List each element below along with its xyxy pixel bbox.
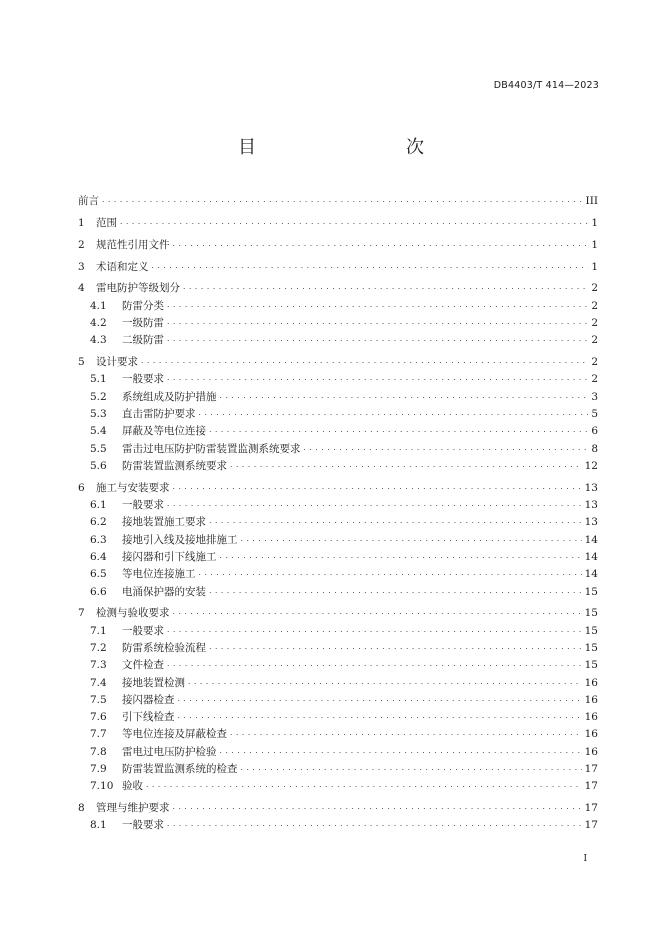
toc-leader-dots [102,195,583,205]
toc-entry[interactable] [78,775,598,792]
toc-leader-dots [230,460,582,470]
toc-entry-page: 14 [584,550,598,563]
toc-entry-page: 17 [584,763,598,775]
toc-entry[interactable] [78,420,598,437]
toc-entry-page: 6 [591,425,598,438]
toc-entry-label: 系统组成及防护措施 [122,390,217,403]
toc-entry-page: 2 [591,334,598,347]
toc-entry-label: 接地引入线及接地排施工 [122,533,238,546]
toc-entry-number: 7.8 [90,745,107,758]
page-number: I [583,854,587,864]
toc-entry-page: 1 [591,238,598,251]
toc-entry[interactable] [78,671,598,688]
toc-entry[interactable] [78,637,598,654]
toc-leader-dots [209,425,588,435]
toc-entry-page: 2 [591,282,598,295]
toc-leader-dots [220,551,582,561]
toc-entry[interactable] [78,706,598,723]
toc-entry-number: 7 [78,607,85,620]
toc-entry[interactable] [78,368,598,385]
toc-leader-dots [167,499,582,509]
toc-entry-number: 4.1 [90,299,107,312]
toc-entry[interactable] [78,294,598,311]
toc-entry-page: 15 [584,624,598,637]
toc-entry-label: 接闪器和引下线施工 [122,550,217,563]
toc-entry-label: 直击雷防护要求 [122,408,196,421]
toc-entry-label: 屏蔽及等电位连接 [122,425,206,438]
toc-entry-number: 2 [78,238,85,251]
toc-entry[interactable] [78,723,598,740]
toc-entry[interactable] [78,654,598,671]
toc-entry[interactable] [78,234,598,251]
toc-entry-label: 电涌保护器的安装 [122,585,206,598]
toc-entry-label: 文件检查 [122,659,164,672]
toc-entry-number: 4.3 [90,334,107,347]
toc-entry-label: 设计要求 [96,356,138,369]
toc-entry[interactable] [78,580,598,597]
toc-entry-page: 5 [591,408,598,421]
toc-entry[interactable] [78,511,598,528]
toc-entry-page: 13 [584,499,598,512]
toc-entry-label: 范围 [96,217,117,230]
toc-leader-dots [167,625,582,635]
toc-entry-page: 16 [584,745,598,758]
toc-entry-label: 接闪器检查 [122,693,175,706]
toc-entry[interactable] [78,563,598,580]
toc-leader-dots [167,373,588,383]
toc-leader-dots [220,391,589,401]
toc-entry[interactable] [78,797,598,814]
toc-entry-number: 5.1 [90,373,107,386]
toc-entry-number: 3 [78,260,85,273]
toc-entry-number: 6.5 [90,568,107,581]
toc-entry-label: 等电位连接施工 [122,568,196,581]
toc-entry-page: III [585,195,598,208]
toc-entry-label: 防雷分类 [122,299,164,312]
toc-entry-page: 17 [584,802,598,815]
toc-entry-label: 接地装置检测 [122,676,185,689]
toc-leader-dots [209,516,582,526]
toc-leader-dots [167,334,588,344]
toc-entry-page: 1 [591,260,598,273]
toc-entry[interactable] [78,689,598,706]
toc-entry[interactable] [78,190,598,207]
toc-entry[interactable] [78,437,598,454]
toc-entry[interactable] [78,476,598,493]
toc-leader-dots [220,746,582,756]
toc-entry-number: 7.4 [90,676,107,689]
toc-entry[interactable] [78,740,598,757]
toc-entry[interactable] [78,277,598,294]
toc-leader-dots [141,356,588,366]
toc-leader-dots [304,443,589,453]
toc-leader-dots [173,607,582,617]
toc-entry-number: 6 [78,481,85,494]
toc-entry-page: 16 [584,711,598,724]
toc-entry-page: 17 [584,780,598,793]
toc-entry-number: 7.2 [90,641,107,654]
toc-entry-number: 6.1 [90,499,107,512]
toc-entry-label: 接地装置施工要求 [122,516,206,529]
toc-entry-label: 施工与安装要求 [96,481,170,494]
toc-entry-number: 7.3 [90,659,107,672]
toc-entry-label: 雷电过电压防护检验 [122,745,217,758]
toc-entry-page: 2 [591,356,598,369]
toc-leader-dots [209,586,582,596]
toc-leader-dots [183,282,588,292]
toc-entry[interactable] [78,329,598,346]
toc-entry-label: 术语和定义 [96,260,149,273]
toc-entry-number: 7.1 [90,624,107,637]
toc-entry[interactable] [78,455,598,472]
toc-entry-page: 1 [591,217,598,230]
toc-entry[interactable] [78,619,598,636]
page-title: 目 次 [238,137,462,158]
toc-entry-page: 3 [591,390,598,403]
toc-leader-dots [209,642,582,652]
toc-entry-number: 8 [78,802,85,815]
toc-entry-number: 4.2 [90,317,107,330]
toc-entry-label: 验收 [122,780,143,793]
toc-entry[interactable] [78,546,598,563]
toc-leader-dots [173,802,582,812]
toc-entry-label: 一般要求 [122,373,164,386]
toc-entry[interactable] [78,814,598,831]
toc-leader-dots [230,728,582,738]
toc-entry-label: 规范性引用文件 [96,238,170,251]
toc-entry-label: 雷击过电压防护防雷装置监测系统要求 [122,442,301,455]
toc-leader-dots [167,659,582,669]
toc-entry-number: 1 [78,217,85,230]
toc-leader-dots [120,217,588,227]
toc-leader-dots [241,534,582,544]
toc-leader-dots [167,300,588,310]
toc-entry[interactable] [78,602,598,619]
toc-leader-dots [173,482,582,492]
toc-leader-dots [188,677,582,687]
toc-leader-dots [173,239,589,249]
toc-entry-label: 防雷装置监测系统要求 [122,459,227,472]
toc-entry-page: 16 [584,693,598,706]
toc-leader-dots [167,317,588,327]
toc-entry-label: 引下线检查 [122,711,175,724]
toc-entry-page: 14 [584,568,598,581]
toc-entry-label: 二级防雷 [122,334,164,347]
toc-entry-page: 12 [584,459,598,472]
toc-leader-dots [241,763,582,773]
toc-entry-number: 7.10 [90,780,114,793]
toc-entry-number: 7.5 [90,693,107,706]
toc-entry[interactable] [78,255,598,272]
toc-entry-page: 2 [591,373,598,386]
toc-leader-dots [146,780,582,790]
toc-leader-dots [167,819,582,829]
toc-entry-number: 7.7 [90,728,107,741]
toc-entry-page: 17 [584,819,598,832]
toc-entry-number: 6.4 [90,550,107,563]
toc-entry-page: 14 [584,533,598,546]
toc-entry[interactable] [78,528,598,545]
toc-entry-number: 7.9 [90,763,107,775]
toc-entry-label: 前言 [78,195,99,208]
toc-entry[interactable] [78,385,598,402]
toc-entry-page: 15 [584,607,598,620]
toc-entry[interactable] [78,758,598,775]
toc-entry[interactable] [78,312,598,329]
toc-entry-label: 一般要求 [122,819,164,832]
document-code: DB4403/T 414—2023 [493,80,599,91]
toc-leader-dots [199,568,582,578]
toc-entry-number: 5.5 [90,442,107,455]
toc-entry-number: 5.4 [90,425,107,438]
toc-entry-page: 2 [591,299,598,312]
toc-entry-label: 一级防雷 [122,317,164,330]
toc-entry-page: 15 [584,585,598,598]
toc-entry-number: 6.3 [90,533,107,546]
toc-entry-number: 5.3 [90,408,107,421]
toc-entry[interactable] [78,494,598,511]
toc-entry-page: 16 [584,676,598,689]
toc-entry-number: 5 [78,356,85,369]
toc-entry-page: 15 [584,641,598,654]
toc-entry-label: 一般要求 [122,499,164,512]
toc-entry[interactable] [78,212,598,229]
toc-entry-label: 管理与维护要求 [96,802,170,815]
table-of-contents [78,190,598,831]
toc-entry-number: 4 [78,282,85,295]
toc-entry[interactable] [78,403,598,420]
toc-leader-dots [178,711,582,721]
toc-entry-label: 检测与验收要求 [96,607,170,620]
toc-entry-label: 防雷装置监测系统的检查 [122,763,238,775]
toc-entry-page: 16 [584,728,598,741]
toc-entry-number: 6.6 [90,585,107,598]
toc-entry-page: 15 [584,659,598,672]
toc-entry-page: 13 [584,516,598,529]
toc-entry-page: 13 [584,481,598,494]
toc-entry[interactable] [78,351,598,368]
toc-entry-page: 2 [591,317,598,330]
toc-entry-number: 6.2 [90,516,107,529]
toc-entry-label: 防雷系统检验流程 [122,641,206,654]
toc-leader-dots [152,261,589,271]
toc-leader-dots [178,694,582,704]
toc-leader-dots [199,408,589,418]
toc-entry-number: 8.1 [90,819,107,832]
toc-entry-page: 8 [591,442,598,455]
toc-entry-number: 7.6 [90,711,107,724]
toc-entry-number: 5.6 [90,459,107,472]
toc-entry-number: 5.2 [90,390,107,403]
toc-entry-label: 等电位连接及屏蔽检查 [122,728,227,741]
toc-entry-label: 雷电防护等级划分 [96,282,180,295]
toc-entry-label: 一般要求 [122,624,164,637]
